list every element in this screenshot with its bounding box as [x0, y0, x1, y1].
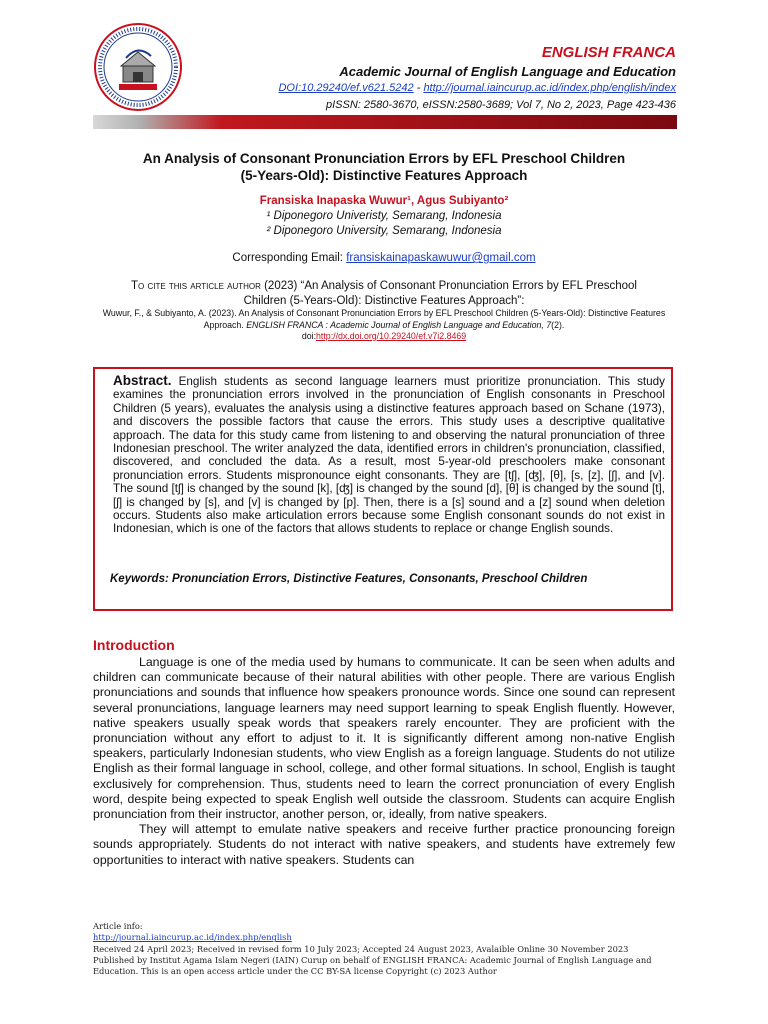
paper-title	[80, 150, 688, 184]
citation-issue: (2).	[551, 319, 565, 330]
citation-heading	[110, 279, 658, 309]
citation-label: To cite this article author	[131, 280, 261, 292]
citation-heading-text: (2023) “An Analysis of Consonant Pronunciation Errors by EFL Preschool Children (5-Years-Old): Distinctive Features Approach”:	[243, 280, 637, 307]
article-info-url[interactable]: http://journal.iaincurup.ac.id/index.php/english	[93, 932, 292, 943]
journal-seal-icon	[93, 22, 183, 112]
journal-url-link[interactable]: http://journal.iaincurup.ac.id/index.php/english/index	[423, 82, 676, 94]
citation-reference	[95, 308, 673, 343]
citation-doi-link[interactable]: http://dx.doi.org/10.29240/ef.v7i2.8469	[316, 331, 467, 341]
keywords: Keywords: Pronunciation Errors, Distinctive Features, Consonants, Preschool Children	[110, 573, 588, 585]
email-link[interactable]: fransiskainapaskawuwur@gmail.com	[346, 252, 536, 264]
citation-doi-label: doi:	[301, 331, 317, 341]
affiliation-2: ² Diponegoro University, Semarang, Indonesia	[266, 225, 502, 237]
abstract-text: English students as second language learners must prioritize pronunciation. This study examines the pronunciation errors involved in the pronunciation of English consonants in Preschool Children (5 years), evaluates the analysis using a distinctive features approach based on Schane (1973), and discovers the possible factors that cause the errors. This study uses a descriptive qualitative approach. The data for this study came from listening to and observing the natural pronunciation of three Indonesian preschool. The writer analyzed the data, identified errors in children's pronunciation, classified, discovered, and concluded the data. As a result, most 5-year-old preschoolers make consonant pronunciation errors. Students mispronounce eight consonants. They are [tʃ], [ʤ], [θ], [s, [z], [ʃ], and [v]. The sound [tʃ] is changed by the sound [k], [ʤ] is changed by the sound [d], [θ] is changed by the sound [t], [ʃ] is changed by [s], and [v] is changed by [p]. Then, there is a [s] sound and a [z] sound when deletion occurs. Students also make articulation errors because some English consonant sounds do not exist in Indonesian, which is one of the factors that allows students to replace or change English sounds.	[113, 375, 666, 536]
title-line-1: An Analysis of Consonant Pronunciation Errors by EFL Preschool Children	[142, 151, 626, 166]
citation-ref-text: Wuwur, F., & Subiyanto, A. (2023). An Analysis of Consonant Pronunciation Errors by EFL Preschool Children (5-Years-Old): Distinctive Features Approach.	[102, 308, 666, 330]
affiliation-1: ¹ Diponegoro Univeristy, Semarang, Indonesia	[266, 210, 502, 222]
publisher-notice: Published by Institut Agama Islam Negeri (IAIN) Curup on behalf of ENGLISH FRANCA: Academic Journal of English Language and Education. This is an open access article under the CC BY-SA license Copyright (c) 2023 Author	[93, 954, 652, 977]
header-bar	[93, 115, 677, 129]
email-label: Corresponding Email:	[232, 252, 347, 264]
journal-subtitle: Academic Journal of English Language and Education	[339, 64, 676, 79]
introduction-paragraph-2: They will attempt to emulate native speakers and receive further practice pronouncing foreign sounds appropriately. Students do not interact with native speakers, and students have extremely few opportunities to interact with native speakers. Students can	[93, 822, 675, 867]
abstract	[113, 374, 665, 536]
introduction-body	[93, 655, 675, 868]
authors: Fransiska Inapaska Wuwur¹, Agus Subiyanto²	[259, 195, 509, 207]
journal-name: ENGLISH FRANCA	[541, 44, 676, 61]
doi-link[interactable]: DOI:10.29240/ef.v621.5242	[278, 82, 414, 94]
issn-line: pISSN: 2580-3670, eISSN:2580-3689; Vol 7, No 2, 2023, Page 423-436	[325, 99, 676, 111]
title-line-2: (5-Years-Old): Distinctive Features Approach	[240, 168, 528, 183]
doi-line	[278, 82, 676, 94]
introduction-paragraph-1: Language is one of the media used by humans to communicate. It can be seen when adults and children can communicate because of their natural abilities with other people. There are various English pronunciations and sounds that influence how speakers pronounce words. Since one sound can represent several pronunciations, language learners may need support learning to speak English fluently. However, native speakers usually speak words that speakers rarely encounter. They are proficient with the pronunciation without any effort to adjust to it. It is significantly different among non-native English speakers, particularly Indonesian students, who view English as a foreign language. Students do not utilize English as their formal language in school, college, and other formal situations. In school, English is taught exclusively for comprehension. Thus, students need to learn the correct pronunciation of every English word, despite being expected to speak English well outside the classroom. Students can acquire English pronunciation from their instructor, another person, or, ideally, from native speakers.	[93, 655, 675, 822]
article-info-label: Article info:	[93, 921, 143, 931]
citation-journal: ENGLISH FRANCA : Academic Journal of English Language and Education, 7	[246, 319, 552, 330]
introduction-heading: Introduction	[93, 637, 175, 653]
article-dates: Received 24 April 2023; Received in revised form 10 July 2023; Accepted 24 August 2023, Avalaible Online 30 November 2023	[93, 943, 629, 954]
doi-separator: -	[413, 82, 424, 94]
journal-logo	[93, 22, 183, 112]
corresponding-email	[80, 252, 688, 264]
article-info-footer	[93, 921, 683, 977]
abstract-label: Abstract.	[113, 373, 172, 388]
